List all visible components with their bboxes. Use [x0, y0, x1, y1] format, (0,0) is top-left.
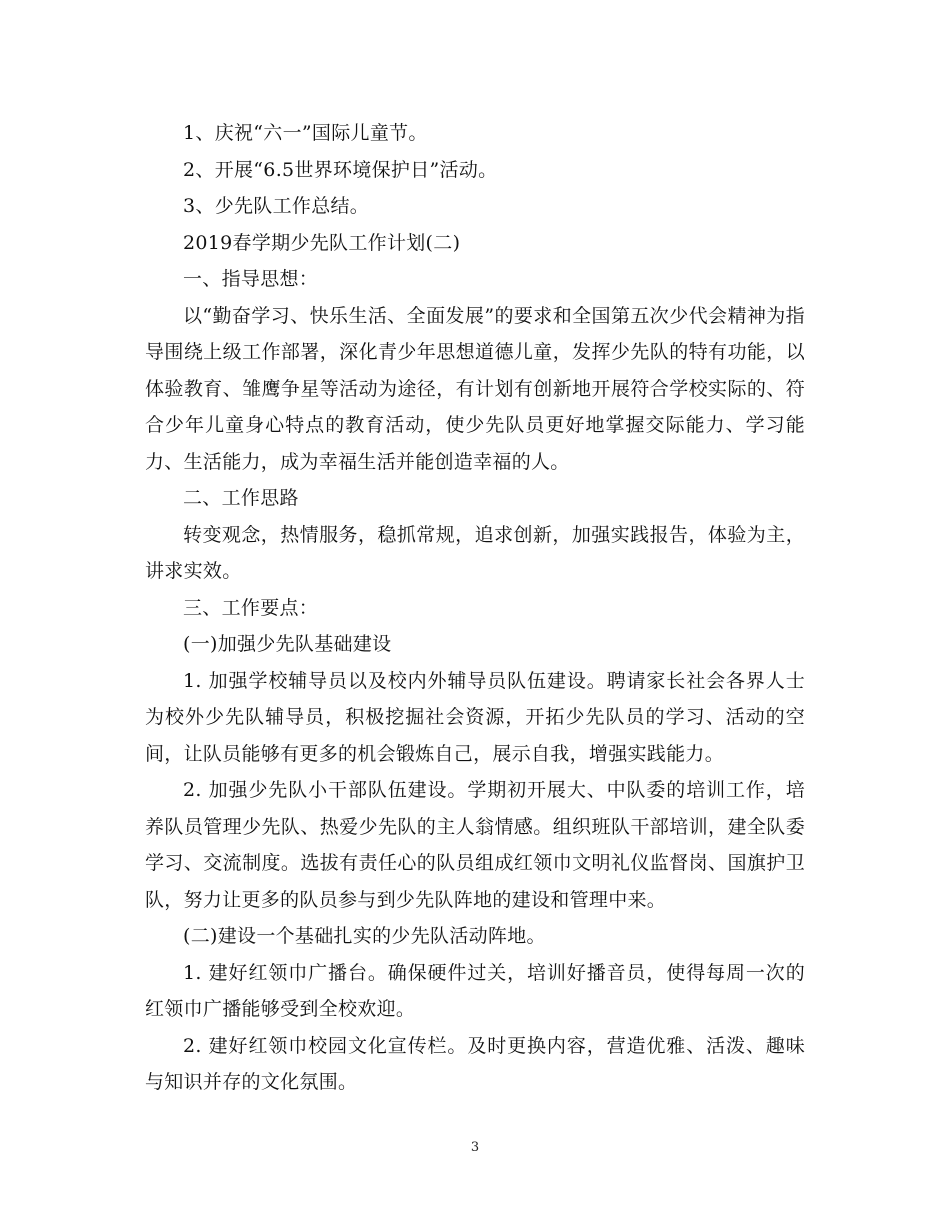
subheading-foundation: (一)加强少先队基础建设: [183, 633, 392, 655]
section-title: 2019春学期少先队工作计划(二): [183, 231, 461, 254]
document-body: [145, 115, 805, 1101]
list-item-celebrate-childrens-day: 1、庆祝“六一”国际儿童节。: [183, 122, 428, 144]
paragraph-bulletin-board: 2. 建好红领巾校园文化宣传栏。及时更换内容，营造优雅、活泼、趣味与知识并存的文化氛围。: [145, 1034, 805, 1093]
paragraph-work-approach: 转变观念，热情服务，稳抓常规，追求创新，加强实践报告，体验为主，讲求实效。: [145, 523, 805, 582]
subheading-activity-base: (二)建设一个基础扎实的少先队活动阵地。: [183, 925, 546, 947]
page-number: 3: [470, 1140, 480, 1155]
heading-guiding-ideology: 一、指导思想：: [183, 268, 319, 290]
list-item-environment-day: 2、开展“6.5世界环境保护日”活动。: [183, 158, 498, 181]
paragraph-counselor-team: 1. 加强学校辅导员以及校内外辅导员队伍建设。聘请家长社会各界人士为校外少先队辅导员，积极挖掘社会资源，开拓少先队员的学习、活动的空间，让队员能够有更多的机会锻炼自己，展示自我，增强实践能力。: [145, 669, 805, 765]
paragraph-cadre-team: 2. 加强少先队小干部队伍建设。学期初开展大、中队委的培训工作，培养队员管理少先队、热爱少先队的主人翁情感。组织班队干部培训，建全队委学习、交流制度。选拔有责任心的队员组成红领巾文明礼仪监督岗、国旗护卫队，努力让更多的队员参与到少先队阵地的建设和管理中来。: [145, 779, 805, 911]
heading-work-approach: 二、工作思路: [183, 487, 299, 509]
paragraph-guiding-ideology: 以“勤奋学习、快乐生活、全面发展”的要求和全国第五次少代会精神为指导围绕上级工作部署，深化青少年思想道德儿童，发挥少先队的特有功能，以体验教育、雏鹰争星等活动为途径，有计划有创新地开展符合学校实际的、符合少年儿童身心特点的教育活动，使少先队员更好地掌握交际能力、学习能力、生活能力，成为幸福生活并能创造幸福的人。: [145, 304, 805, 473]
list-item-work-summary: 3、少先队工作总结。: [183, 195, 370, 217]
paragraph-broadcast: 1. 建好红领巾广播台。确保硬件过关，培训好播音员，使得每周一次的红领巾广播能够受到全校欢迎。: [145, 961, 805, 1020]
heading-work-points: 三、工作要点：: [183, 596, 319, 619]
